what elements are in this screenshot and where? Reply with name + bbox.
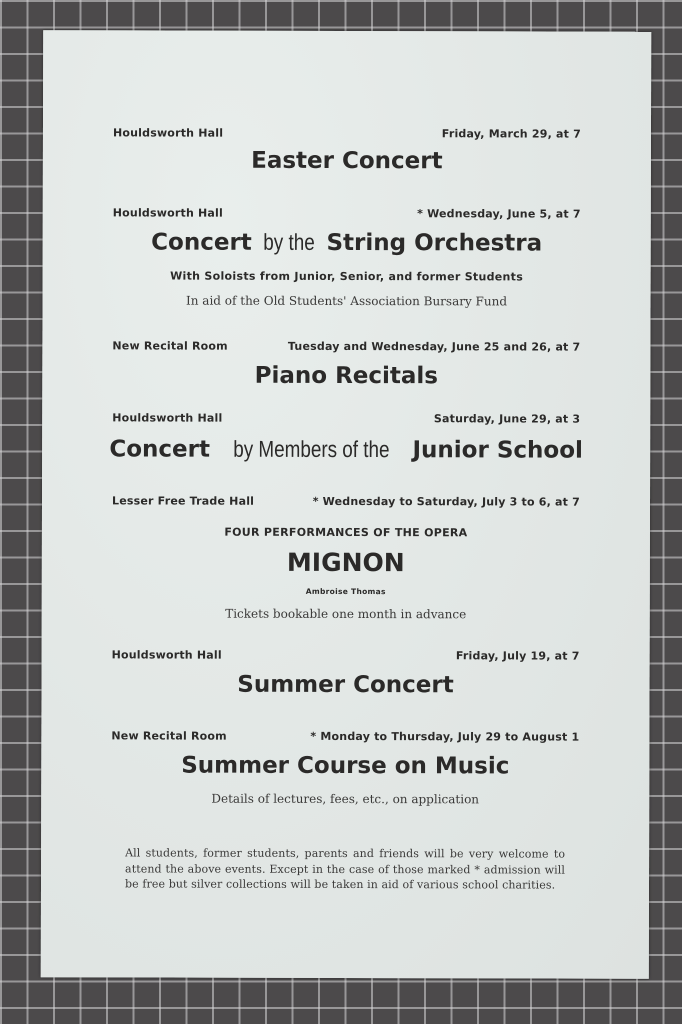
event-subtitle: FOUR PERFORMANCES OF THE OPERA (224, 525, 468, 540)
event-date: * Monday to Thursday, July 29 to August 1 (310, 729, 580, 744)
event-date: * Wednesday, June 5, at 7 (417, 207, 581, 221)
event-header (112, 494, 580, 508)
event-title (43, 228, 651, 257)
event-title: Piano Recitals (254, 362, 439, 390)
event-venue: Houldsworth Hall (111, 648, 222, 662)
event-note: Tickets bookable one month in advance (225, 606, 467, 622)
event-title: Summer Course on Music (181, 752, 510, 780)
event-title: Summer Concert (237, 671, 454, 699)
event-venue: Houldsworth Hall (112, 126, 224, 140)
footer-notice: All students, former students, parents and friends will be very welcome to attend the above events. Except in the case of those marked * admission will be free but silver collections will be taken in aid of various school charities. (124, 846, 566, 892)
event-date: Tuesday and Wednesday, June 25 and 26, at 7 (287, 339, 581, 354)
event-venue: New Recital Room (111, 729, 227, 743)
event-header (112, 411, 580, 425)
event-title-part: String Orchestra (326, 229, 543, 257)
programme-sheet (41, 30, 651, 979)
event-date: Friday, March 29, at 7 (441, 127, 581, 141)
event-date: * Wednesday to Saturday, July 3 to 6, at 7 (312, 494, 581, 509)
event-venue: Houldsworth Hall (112, 206, 224, 220)
event-note: Details of lectures, fees, etc., on application (211, 791, 480, 807)
event-date: Friday, July 19, at 7 (455, 649, 580, 663)
event-composer: Ambroise Thomas (305, 586, 386, 597)
event-title: Easter Concert (251, 147, 443, 175)
event-subtitle: With Soloists from Junior, Senior, and former Students (170, 269, 524, 284)
event-venue: New Recital Room (112, 339, 228, 353)
event-title-part: Concert (151, 229, 252, 256)
event-title (42, 435, 650, 464)
event-title-part: Junior School (412, 437, 583, 464)
event-title: MIGNON (286, 547, 405, 578)
event-title-part: by the (263, 228, 315, 255)
event-header (113, 206, 581, 220)
event-venue: Lesser Free Trade Hall (111, 494, 255, 508)
event-title-part: by Members of the (233, 435, 390, 463)
event-header (111, 729, 579, 743)
event-header (113, 126, 581, 140)
event-venue: Houldsworth Hall (112, 411, 223, 425)
event-header (112, 648, 580, 662)
event-date: Saturday, June 29, at 3 (433, 412, 581, 426)
event-note: In aid of the Old Students' Association Bursary Fund (185, 293, 508, 309)
event-header (112, 339, 580, 353)
event-title-part: Concert (109, 436, 211, 463)
